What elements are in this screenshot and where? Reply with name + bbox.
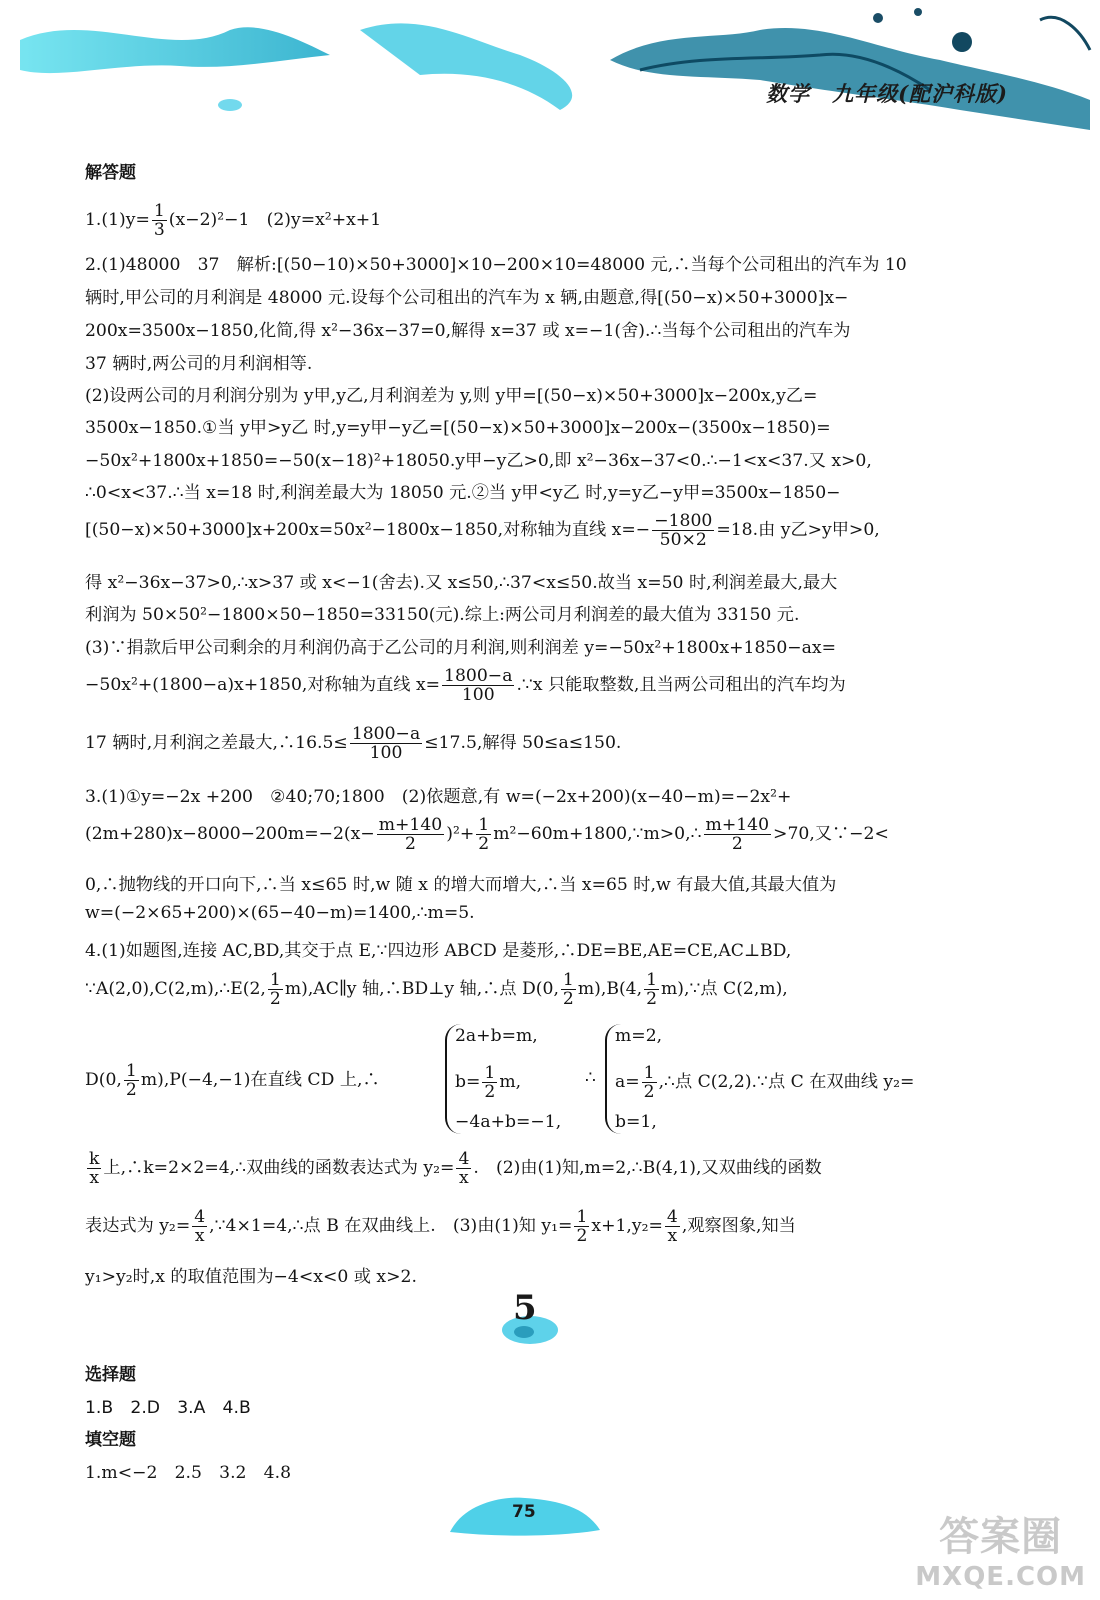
page-number: 75 [512,1502,536,1522]
q3-line-4: w=(−2×65+200)×(65−40−m)=1400,∴m=5. [85,903,475,923]
q2-line-8: ∴0<x<37.∴当 x=18 时,利润差最大为 18050 元.②当 y甲<y乙 时,y=y乙−y甲=3500x−1850− [85,483,841,503]
watermark: 答案圈 MXQE.COM [915,1514,1086,1592]
q2-line-7: −50x²+1800x+1850=−50(x−18)²+18050.y甲−y乙>0,即 x²−36x−37<0.∴−1<x<37.又 x>0, [85,451,872,471]
q2-line-2: 辆时,甲公司的月利润是 48000 元.设每个公司租出的汽车为 x 辆,由题意,得[(50−x)×50+3000]x− [85,288,849,308]
header-banner [0,0,1100,140]
q2-line-11: 利润为 50×50²−1800×50−1850=33150(元).综上:两公司月利润差的最大值为 33150 元. [85,605,800,625]
q4-line-6: y₁>y₂时,x 的取值范围为−4<x<0 或 x>2. [85,1267,417,1287]
q4-line-3: D(0, $\frac{1}{2}$ m),P(−4,−1)在直线 CD 上,∴ [85,1061,380,1101]
fill-answers: 1.m<−2 2.5 3.2 4.8 [85,1463,291,1483]
q2-line-14: 17 辆时,月利润之差最大,∴16.5≤ $\frac{1800-a}{100}$ ≤17.5,解得 50≤a≤150. [85,724,622,764]
q4-line-1: 4.(1)如题图,连接 AC,BD,其交于点 E,∵四边形 ABCD 是菱形,∴DE=BE,AE=CE,AC⊥BD, [85,941,792,961]
q3-line-3: 0,∴抛物线的开口向下,∴当 x≤65 时,w 随 x 的增大而增大,∴当 x=65 时,w 有最大值,其最大值为 [85,875,837,895]
section-title-fill: 填空题 [85,1430,136,1450]
header-subject: 数学 九年级(配沪科版) [766,81,1008,106]
q2-line-6: 3500x−1850.①当 y甲>y乙 时,y=y甲−y乙=[(50−x)×50+3000]x−200x−(3500x−1850)= [85,418,831,438]
q3-line-2: (2m+280)x−8000−200m=−2(x− $\frac{m+140}{2}$ )²+ $\frac{1}{2}$ m²−60m+1800,∵m>0,∴ $\frac{m+140}{2}$ >70,又∵−2< [85,815,889,855]
q4-line-2: ∵A(2,0),C(2,m),∴E(2, $\frac{1}{2}$ m),AC∥y 轴,∴BD⊥y 轴,∴点 D(0, $\frac{1}{2}$ m),B(4, $\frac{1}{2}$ m),∵点 C(2,m), [85,970,788,1010]
q2-line-4: 37 辆时,两公司的月利润相等. [85,354,313,374]
q2-line-9: [(50−x)×50+3000]x+200x=50x²−1800x−1850,对称轴为直线 x=− $\frac{-1800}{50\times 2}$ =18.由 y乙>y甲>0, [85,511,880,551]
therefore-mark: ∴ [585,1068,596,1088]
q1-line: 1.(1)y= $\frac{1}{3}$ (x−2)²−1 (2)y=x²+x+1 [85,201,382,241]
choice-answers: 1.B 2.D 3.A 4.B [85,1398,251,1418]
q2-line-13: −50x²+(1800−a)x+1850,对称轴为直线 x= $\frac{1800-a}{100}$ .∵x 只能取整数,且当两公司租出的汽车均为 [85,666,846,706]
q2-line-3: 200x=3500x−1850,化简,得 x²−36x−37=0,解得 x=37 或 x=−1(舍).∴当每个公司租出的汽车为 [85,321,851,341]
chapter-number: 5 [513,1288,537,1328]
section-title-choice: 选择题 [85,1365,136,1385]
equation-system-2: m=2, a= $\frac{1}{2}$ ,∴点 C(2,2).∵点 C 在双曲线 y₂= b=1, [605,1024,993,1134]
q2-line-12: (3)∵捐款后甲公司剩余的月利润仍高于乙公司的月利润,则利润差 y=−50x²+1800x+1850−ax= [85,638,837,658]
q4-line-5: 表达式为 y₂= $\frac{4}{x}$ ,∵4×1=4,∴点 B 在双曲线上. (3)由(1)知 y₁= $\frac{1}{2}$ x+1,y₂= $\frac{4}{x}$ ,观察图象,知当 [85,1207,796,1247]
q3-line-1: 3.(1)①y=−2x +200 ②40;70;1800 (2)依题意,有 w=(−2x+200)(x−40−m)=−2x²+ [85,787,792,807]
q2-line-10: 得 x²−36x−37>0,∴x>37 或 x<−1(舍去).又 x≤50,∴37<x≤50.故当 x=50 时,利润差最大,最大 [85,573,838,593]
q2-line-5: (2)设两公司的月利润分别为 y甲,y乙,月利润差为 y,则 y甲=[(50−x)×50+3000]x−200x,y乙= [85,386,818,406]
equation-system-1: 2a+b=m, b= $\frac{1}{2}$ m, −4a+b=−1, [445,1024,593,1134]
q4-line-4: $\frac{k}{x}$ 上,∴k=2×2=4,∴双曲线的函数表达式为 y₂= $\frac{4}{x}$ . (2)由(1)知,m=2,∴B(4,1),又双曲线的函数 [89,1149,822,1189]
section-title-answers: 解答题 [85,163,136,183]
q2-line-1: 2.(1)48000 37 解析:[(50−10)×50+3000]×10−200×10=48000 元,∴当每个公司租出的汽车为 10 [85,255,907,275]
